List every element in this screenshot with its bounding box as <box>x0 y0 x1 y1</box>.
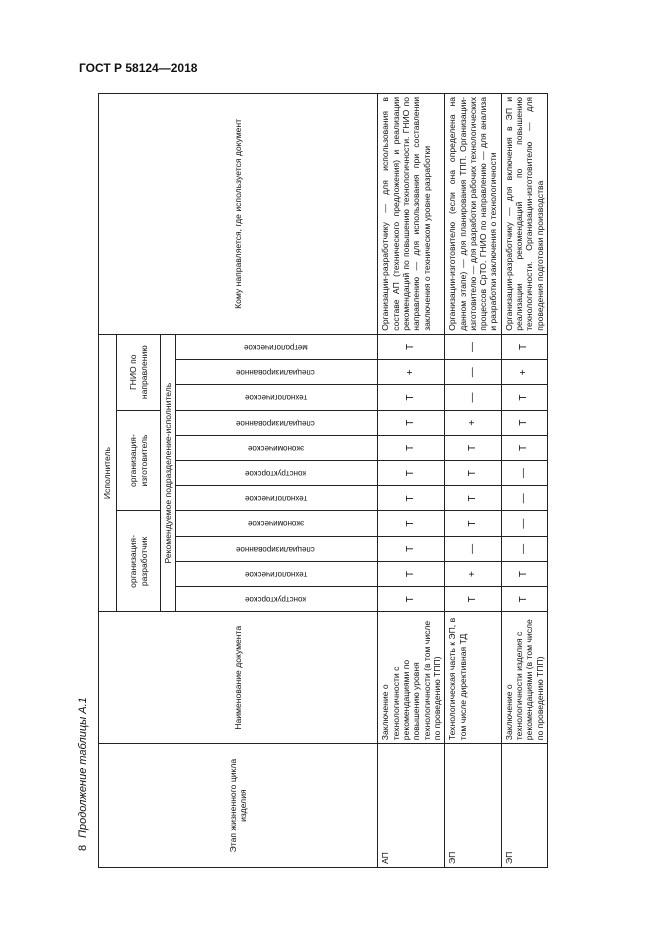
cell-mark: Т <box>378 435 445 460</box>
rotated-table-container <box>98 93 548 868</box>
cell-document: Заключение о технологичности с рекомендациями по повышению уровня технологичности (в том числе по проведению ТПП) <box>378 612 445 744</box>
header-recipient: Кому направляется, где используется документ <box>99 94 378 335</box>
cell-mark: Т <box>501 561 547 586</box>
col-dev-0: конструкторское <box>176 587 378 612</box>
cell-recipient: Организации-разработчику — для использования в составе АП (технического предложения) и реализации рекомендаций по повышению технологичности. ГНИО по направлению — для использования при составлении заключения о техническом уровне разработки <box>378 94 445 335</box>
cell-mark: — <box>501 511 547 536</box>
cell-mark: — <box>445 536 502 561</box>
cell-mark: + <box>445 410 502 435</box>
cell-mark: — <box>445 334 502 359</box>
col-mfr-2: экономическое <box>176 435 378 460</box>
col-dev-2: специализированное <box>176 536 378 561</box>
cell-mark: — <box>501 461 547 486</box>
cell-mark: — <box>445 360 502 385</box>
cell-recipient: Организации-изготовителю (если она определена на данном этапе) — для планирования ТПП. Организации-изготовителю — для разработки рабочих технологических процессов СрТО. ГНИО по направлению — для анализа и разработки заключения о технологичности <box>445 94 502 335</box>
cell-mark: + <box>378 360 445 385</box>
group-manufacturer: организация-изготовитель <box>117 410 161 511</box>
cell-mark: Т <box>501 334 547 359</box>
cell-stage: ЭП <box>501 744 547 868</box>
cell-stage: АП <box>378 744 445 868</box>
col-gnio-2: метрологическое <box>176 334 378 359</box>
col-dev-3: экономическое <box>176 511 378 536</box>
cell-mark: — <box>501 486 547 511</box>
cell-mark: Т <box>501 385 547 410</box>
cell-mark: Т <box>378 561 445 586</box>
cell-mark: + <box>501 360 547 385</box>
page-number: 8 <box>77 844 89 851</box>
cell-mark: Т <box>378 410 445 435</box>
table-caption: Продолжение таблицы А.1 <box>77 697 89 838</box>
col-gnio-0: технологическое <box>176 385 378 410</box>
col-gnio-1: специализированное <box>176 360 378 385</box>
header-executor: Исполнитель <box>99 334 117 612</box>
cell-mark: Т <box>378 511 445 536</box>
cell-document: Заключение о технологичности изделия с рекомендациями (в том числе по проведению ТПП) <box>501 612 547 744</box>
cell-mark: Т <box>378 536 445 561</box>
group-developer: организация-разработчик <box>117 511 161 612</box>
cell-recipient: Организации-разработчику — для включения в ЭП и реализации рекомендаций по повышению технологичности. Организации-изготовителю — для проведения подготовки производства <box>501 94 547 335</box>
header-document: Наименование документа <box>99 612 378 744</box>
col-dev-1: технологическое <box>176 561 378 586</box>
cell-mark: — <box>445 385 502 410</box>
cell-mark: Т <box>378 334 445 359</box>
table-row <box>501 94 547 868</box>
cell-mark: Т <box>378 587 445 612</box>
cell-mark: Т <box>445 486 502 511</box>
col-mfr-3: специализированное <box>176 410 378 435</box>
cell-mark: Т <box>445 587 502 612</box>
cell-mark: Т <box>501 435 547 460</box>
cell-mark: Т <box>445 461 502 486</box>
cell-mark: Т <box>445 435 502 460</box>
table-row <box>378 94 445 868</box>
table-row <box>445 94 502 868</box>
col-mfr-0: технологическое <box>176 486 378 511</box>
cell-mark: + <box>445 561 502 586</box>
cell-mark: Т <box>378 385 445 410</box>
header-stage: Этап жизненного цикла изделия <box>99 744 378 868</box>
cell-mark: Т <box>378 486 445 511</box>
cell-mark: — <box>501 536 547 561</box>
col-mfr-1: конструкторское <box>176 461 378 486</box>
document-header: ГОСТ Р 58124—2018 <box>79 61 198 75</box>
subheader-recommended: Рекомендуемое подразделение-исполнитель <box>161 334 176 612</box>
cell-mark: Т <box>378 461 445 486</box>
cell-stage: ЭП <box>445 744 502 868</box>
cell-mark: Т <box>501 587 547 612</box>
document-table <box>98 93 548 868</box>
cell-document: Технологическая часть к ЭП, в том числе директивная ТД <box>445 612 502 744</box>
cell-mark: Т <box>501 410 547 435</box>
group-gnio: ГНИО по направлению <box>117 334 161 410</box>
cell-mark: Т <box>445 511 502 536</box>
